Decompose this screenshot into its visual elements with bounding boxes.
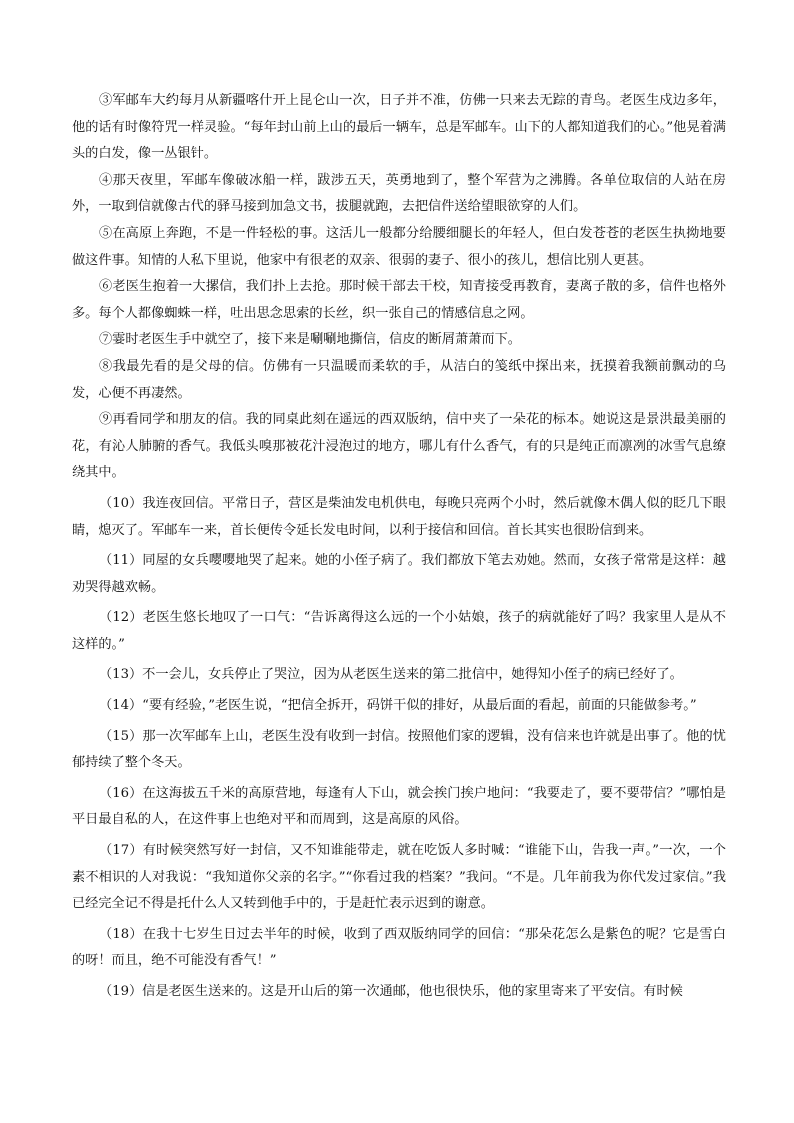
- paragraph-8: ⑧我最先看的是父母的信。仿佛有一只温暖而柔软的手，从洁白的笺纸中探出来，抚摸着我额前飘动的乌发，心便不再凄然。: [72, 358, 726, 401]
- paragraph-17: （17）有时候突然写好一封信，又不知谁能带走，就在吃饭人多时喊：“谁能下山，告我一声。”一次，一个素不相识的人对我说：“我知道你父亲的名字。”“你看过我的档案？”我问。“不是。几年前我为你代发过家信。”我已经完全记不得是托什么人又转到他手中的，于是赶忙表示迟到的谢意。: [72, 843, 726, 912]
- paragraph-7: ⑦霎时老医生手中就空了，接下来是唰唰地撕信，信皮的断屑萧萧而下。: [99, 332, 521, 348]
- paragraph-19: （19）信是老医生送来的。这是开山后的第一次通邮，他也很快乐，他的家里寄来了平安信。有时候: [99, 984, 683, 999]
- paragraph-14: （14）“要有经验，”老医生说，“把信全拆开，码饼干似的排好，从最后面的看起，前面的只能做参考。”: [99, 698, 697, 714]
- paragraph-5: ⑤在高原上奔跑，不是一件轻松的事。这活儿一般都分给腰细腿长的年轻人，但白发苍苍的老医生执拗地要做这件事。知情的人私下里说，他家中有很老的双亲、很弱的妻子、很小的孩儿，想信比别人更甚。: [72, 225, 726, 268]
- paragraph-10: （10）我连夜回信。平常日子，营区是柴油发电机供电，每晚只亮两个小时，然后就像木偶人似的眨几下眼睛，熄灭了。军邮车一来，首长便传令延长发电时间，以利于接信和回信。首长其实也很盼信到来。: [72, 495, 726, 538]
- paragraph-11: （11）同屋的女兵嘤嘤地哭了起来。她的小侄子病了。我们都放下笔去劝她。然而，女孩子常常是这样：越劝哭得越欢畅。: [72, 553, 726, 595]
- paragraph-13: （13）不一会儿，女兵停止了哭泣，因为从老医生送来的第二批信中，她得知小侄子的病已经好了。: [99, 667, 683, 683]
- paragraph-12: （12）老医生悠长地叹了一口气：“告诉离得这么远的一个小姑娘，孩子的病就能好了吗？我家里人是从不这样的。”: [72, 610, 726, 652]
- paragraph-15: （15）那一次军邮车上山，老医生没有收到一封信。按照他们家的逻辑，没有信来也许就是出事了。他的忧郁持续了整个冬天。: [72, 728, 726, 771]
- paragraph-9: ⑨再看同学和朋友的信。我的同桌此刻在遥远的西双版纳，信中夹了一朵花的标本。她说这是景洪最美丽的花，有沁人肺腑的香气。我低头嗅那被花汁浸泡过的地方，哪儿有什么香气，有的只是纯正而凛冽的冰雪气息缭绕其中。: [72, 412, 726, 481]
- paragraph-18: （18）在我十七岁生日过去半年的时候，收到了西双版纳同学的回信：“那朵花怎么是紫色的呢？它是雪白的呀！而且，绝不可能没有香气！”: [72, 926, 726, 969]
- paragraph-4: ④那天夜里，军邮车像破冰船一样，跋涉五天，英勇地到了，整个军营为之沸腾。各单位取信的人站在房外，一取到信就像古代的驿马接到加急文书，拔腿就跑，去把信件送给望眼欲穿的人们。: [72, 172, 726, 215]
- paragraph-3: ③军邮车大约每月从新疆喀什开上昆仑山一次，日子并不准，仿佛一只来去无踪的青鸟。老医生戍边多年，他的话有时像符咒一样灵验。“每年封山前上山的最后一辆车，总是军邮车。山下的人都知道我们的心。”他晃着满头的白发，像一丛银针。: [72, 93, 726, 162]
- paragraph-6: ⑥老医生抱着一大摞信，我们扑上去抢。那时候干部去干校，知青接受再教育，妻离子散的多，信件也格外多。每个人都像蜘蛛一样，吐出思念思索的长丝，织一张自己的情感信息之网。: [72, 279, 726, 321]
- paragraph-16: （16）在这海拔五千米的高原营地，每逢有人下山，就会挨门挨户地问：“我要走了，要不要带信？”哪怕是平日最自私的人，在这件事上也绝对平和而周到，这是高原的风俗。: [72, 785, 726, 828]
